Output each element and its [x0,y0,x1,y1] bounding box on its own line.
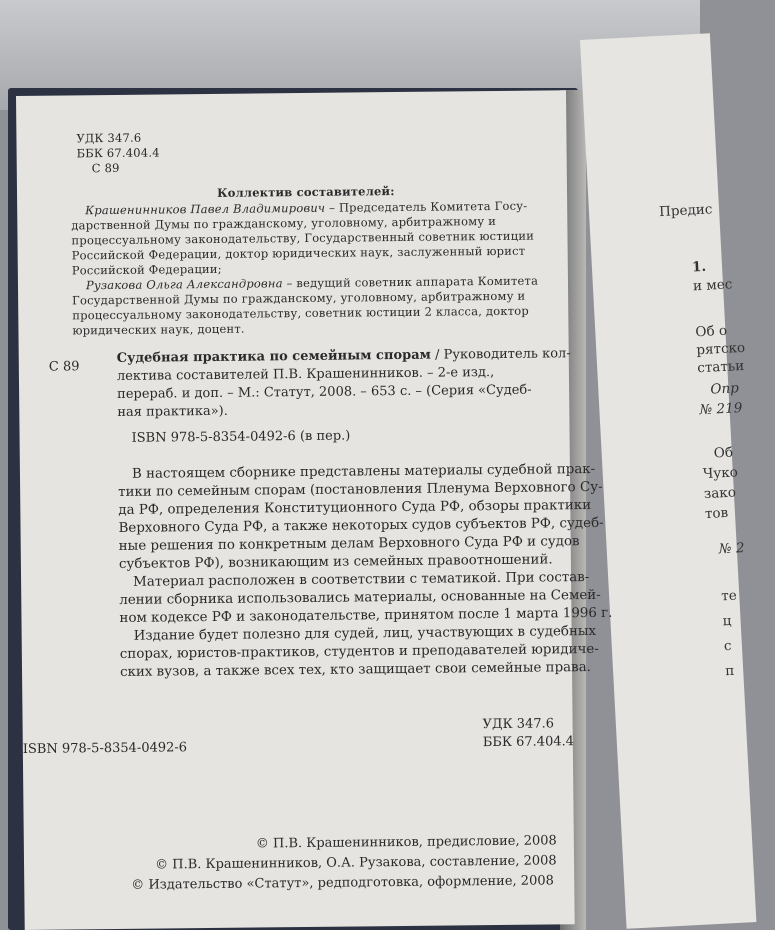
annotation-line: ских вузов, а также всех тех, кто защищает свои семейные права. [119,660,591,680]
right-fragment: и мес [692,276,733,295]
compiler-2-line: юридических наук, доцент. [72,321,245,338]
compiler-1-role: – Председатель Комитета Госу- [329,198,528,215]
annotation-line: да РФ, определения Конституционного Суда РФ, обзоры практики [118,498,592,518]
annotation-line: ном кодексе РФ и законодательстве, принятом после 1 марта 1996 г. [119,605,613,626]
right-fragment: Чуко [702,464,739,483]
copyright-line: © Издательство «Статут», редподготовка, оформление, 2008 [131,873,554,893]
isbn-inline: ISBN 978-5-8354-0492-6 (в пер.) [131,428,351,446]
annotation-line: спорах, юристов-практиков, студентов и преподавателей юридиче- [119,641,599,662]
right-fragment: Об о [695,322,728,341]
compilers-title: Коллектив составителей: [216,184,395,200]
right-page [580,33,756,929]
annotation-line: Издание будет полезно для судей, лиц, участвующих в судебных [133,623,597,644]
right-fragment: рятско [695,339,746,359]
annotation-line: тики по семейным спорам (постановления Пленума Верховного Су- [118,479,603,500]
right-fragment: № 2 [718,540,745,558]
compiler-1-line: дарственной Думы по гражданскому, уголовному, арбитражному и [71,213,497,233]
biblio-first-line [117,346,571,366]
compiler-1-name: Крашенинников Павел Владимирович [85,200,326,218]
right-fragment: № 219 [699,400,743,419]
right-fragment: 1. [691,258,707,276]
right-fragment: с [723,637,732,655]
right-fragment: п [724,662,735,680]
right-fragment: статьи [696,357,745,377]
compiler-2-line: процессуальному законодательству, советник юстиции 2 класса, доктор [72,303,530,323]
annotation-line: Верховного Суда РФ, а также некоторых судов субъектов РФ, судеб- [118,515,604,536]
right-fragment: тов [704,504,729,523]
bbk-bottom: ББК 67.404.4 [482,734,575,751]
bbk-top: ББК 67.404.4 [76,145,160,161]
biblio-line: перераб. и доп. – М.: Статут, 2008. – 653 с. – (Серия «Судеб- [117,382,532,402]
imprint-page [16,90,613,930]
biblio-line: лектива составителей П.В. Крашенинников. – 2-е изд., [116,365,495,384]
biblio-first-line-rest: / Руководитель кол- [434,346,571,363]
biblio-title: Судебная практика по семейным спорам [116,347,431,366]
annotation-line: лении сборника использовались материалы, основанные на Семей- [119,587,601,608]
compiler-2-name: Рузакова Ольга Александровна [85,276,283,293]
copyright-line: © П.В. Крашенинников, О.А. Рузакова, составление, 2008 [154,853,557,873]
biblio-line: ная практика»). [117,403,228,420]
compiler-1-line: Российской Федерации; [71,261,222,278]
biblio-code: С 89 [48,359,80,375]
udk-bottom: УДК 347.6 [482,716,555,733]
annotation-line: Материал расположен в соответствии с тематикой. При состав- [133,570,590,590]
code-top: С 89 [91,160,120,176]
copyright-line: © П.В. Крашенинников, предисловие, 2008 [255,833,557,852]
right-fragment: ц [722,612,732,630]
right-fragment: зако [703,484,737,503]
compiler-1-line: Российской Федерации, доктор юридических наук, заслуженный юрист [71,243,526,263]
annotation-line: ные решения по конкретным делам Верховного Суда РФ и судов [118,534,580,554]
isbn-bottom: ISBN 978-5-8354-0492-6 [22,740,188,757]
annotation-line: субъектов РФ), возникающим из семейных правоотношений. [118,552,553,572]
compiler-2-role: – ведущий советник аппарата Комитета [286,273,539,291]
right-fragment: Об [713,444,734,462]
compiler-1-line: процессуальному законодательству, Государственный советник юстиции [71,228,535,248]
right-fragment: те [720,587,738,605]
right-fragment: Предис [658,201,713,221]
compiler-2-line: Государственной Думы по гражданскому, уголовному, арбитражному и [72,288,526,308]
udk-top: УДК 347.6 [76,130,142,146]
annotation-line: В настоящем сборнике представлены материалы судебной прак- [131,461,596,482]
right-fragment: Опр [710,380,740,398]
